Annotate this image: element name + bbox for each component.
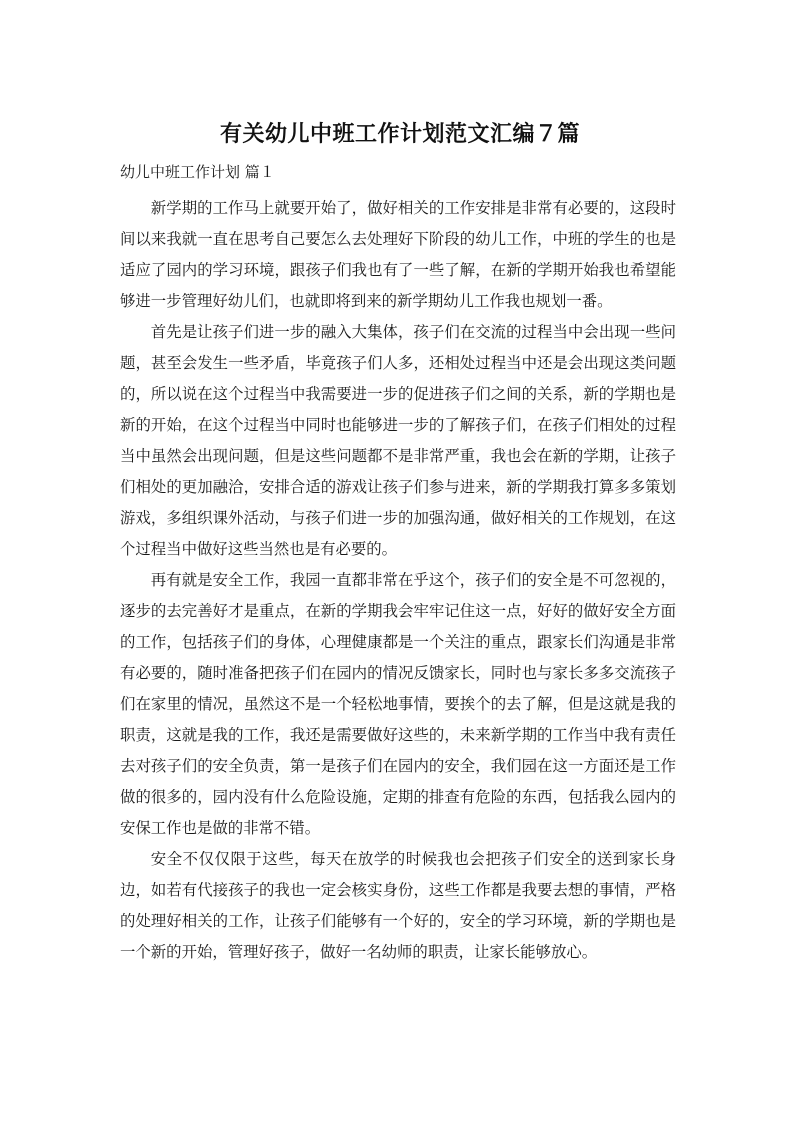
paragraph-1: 新学期的工作马上就要开始了，做好相关的工作安排是非常有必要的，这段时间以来我就一直在思考自己要怎么去处理好下阶段的幼儿工作，中班的学生的也是适应了园内的学习环境，跟孩子们我也有了一些了解，在新的学期开始我也希望能够进一步管理好幼儿们，也就即将到来的新学期幼儿工作我也规划一番。 xyxy=(120,199,676,310)
paragraph-2: 首先是让孩子们进一步的融入大集体，孩子们在交流的过程当中会出现一些问题，甚至会发生一些矛盾，毕竟孩子们人多，还相处过程当中还是会出现这类问题的，所以说在这个过程当中我需要进一步的促进孩子们之间的关系，新的学期也是新的开始，在这个过程当中同时也能够进一步的了解孩子们，在孩子们相处的过程当中虽然会出现问题，但是这些问题都不是非常严重，我也会在新的学期，让孩子们相处的更加融洽，安排合适的游戏让孩子们参与进来，新的学期我打算多多策划游戏，多组织课外活动，与孩子们进一步的加强沟通，做好相关的工作规划，在这个过程当中做好这些当然也是有必要的。 xyxy=(120,323,676,558)
paragraph-4: 安全不仅仅限于这些，每天在放学的时候我也会把孩子们安全的送到家长身边，如若有代接孩子的我也一定会核实身份，这些工作都是我要去想的事情，严格的处理好相关的工作，让孩子们能够有一个好的，安全的学习环境，新的学期也是一个新的开始，管理好孩子，做好一名幼师的职责，让家长能够放心。 xyxy=(120,850,676,961)
document-title: 有关幼儿中班工作计划范文汇编７篇 xyxy=(219,122,580,147)
section-heading: 幼儿中班工作计划 篇１ xyxy=(120,163,275,181)
paragraph-3: 再有就是安全工作，我园一直都非常在乎这个，孩子们的安全是不可忽视的，逐步的去完善好才是重点，在新的学期我会牢牢记住这一点，好好的做好安全方面的工作，包括孩子们的身体，心理健康都是一个关注的重点，跟家长们沟通是非常有必要的，随时准备把孩子们在园内的情况反馈家长，同时也与家长多多交流孩子们在家里的情况，虽然这不是一个轻松地事情，要挨个的去了解，但是这就是我的职责，这就是我的工作，我还是需要做好这些的，未来新学期的工作当中我有责任去对孩子们的安全负责，第一是孩子们在园内的安全，我们园在这一方面还是工作做的很多的，园内没有什么危险设施，定期的排查有危险的东西，包括我么园内的安保工作也是做的非常不错。 xyxy=(120,571,676,837)
document-body xyxy=(120,193,676,968)
